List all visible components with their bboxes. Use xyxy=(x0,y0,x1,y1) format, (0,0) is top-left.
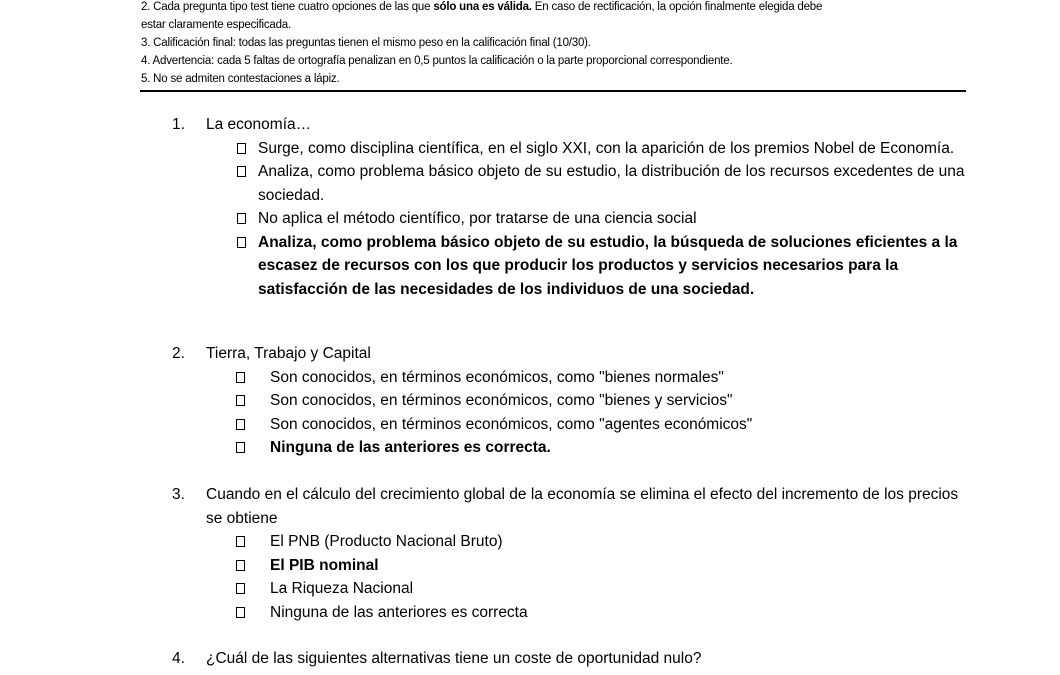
header-divider xyxy=(140,90,966,92)
option-3a[interactable] xyxy=(0,530,960,554)
checkbox-icon[interactable] xyxy=(237,143,246,154)
question-number: 1. xyxy=(172,116,185,133)
checkbox-icon[interactable] xyxy=(236,395,245,406)
question-text: ¿Cuál de las siguientes alternativas tiene un coste de oportunidad nulo? xyxy=(206,650,702,667)
checkbox-icon[interactable] xyxy=(237,166,246,177)
checkbox-icon[interactable] xyxy=(236,607,245,618)
option-text: La Riqueza Nacional xyxy=(270,580,414,597)
option-3c[interactable] xyxy=(0,577,960,601)
instruction-emphasis: sólo una es válida. xyxy=(433,1,532,13)
checkbox-icon[interactable] xyxy=(236,536,245,547)
option-text: Analiza, como problema básico objeto de su estudio, la búsqueda de soluciones eficientes a la escasez de recursos con los que producir los productos y servicios necesarios para la satisfacción de las necesidades de los individuos de una sociedad. xyxy=(258,233,958,298)
instruction-4: 4. Advertencia: cada 5 faltas de ortografía penalizan en 0,5 puntos la calificación o la parte proporcional correspondiente. xyxy=(141,55,733,67)
checkbox-icon[interactable] xyxy=(236,372,245,383)
option-2c[interactable] xyxy=(0,413,960,437)
question-2 xyxy=(0,342,1060,460)
option-1c[interactable] xyxy=(0,207,968,231)
option-text: Ninguna de las anteriores es correcta xyxy=(270,603,528,621)
question-text: La economía… xyxy=(206,116,312,133)
option-text: Son conocidos, en términos económicos, como "agentes económicos" xyxy=(270,415,753,433)
question-text: Cuando en el cálculo del crecimiento global de la economía se elimina el efecto del incremento de los precios se obtiene xyxy=(206,486,959,527)
option-text: No aplica el método científico, por tratarse de una ciencia social xyxy=(258,210,697,227)
option-1b[interactable] xyxy=(0,160,968,207)
question-number: 3. xyxy=(172,486,185,503)
checkbox-icon[interactable] xyxy=(237,237,246,248)
option-text: Ninguna de las anteriores es correcta. xyxy=(270,439,551,456)
option-2a[interactable] xyxy=(0,366,960,390)
question-number: 4. xyxy=(172,650,185,667)
question-number: 2. xyxy=(172,345,185,362)
checkbox-icon[interactable] xyxy=(236,442,245,453)
option-2d[interactable] xyxy=(0,436,960,460)
option-1d[interactable] xyxy=(0,231,968,302)
checkbox-icon[interactable] xyxy=(236,560,245,571)
option-3b[interactable] xyxy=(0,554,960,578)
instruction-2-continued: estar claramente especificada. xyxy=(141,19,291,31)
checkbox-icon[interactable] xyxy=(236,583,245,594)
option-text: El PNB (Producto Nacional Bruto) xyxy=(270,533,503,550)
exam-instructions xyxy=(141,0,966,88)
question-1 xyxy=(0,113,1060,301)
option-text: Son conocidos, en términos económicos, como "bienes normales" xyxy=(270,368,724,386)
option-2b[interactable] xyxy=(0,389,960,413)
option-text: Surge, como disciplina científica, en el siglo XXI, con la aparición de los premios Nobel de Economía. xyxy=(258,139,955,157)
option-3d[interactable] xyxy=(0,601,960,625)
question-4 xyxy=(0,647,1060,671)
question-3 xyxy=(0,483,1060,624)
checkbox-icon[interactable] xyxy=(236,419,245,430)
option-text: El PIB nominal xyxy=(270,556,379,574)
option-text: Analiza, como problema básico objeto de su estudio, la distribución de los recursos excedentes de una sociedad. xyxy=(258,163,965,204)
option-1a[interactable] xyxy=(0,137,968,161)
option-text: Son conocidos, en términos económicos, como "bienes y servicios" xyxy=(270,392,733,409)
instruction-5: 5. No se admiten contestaciones a lápiz. xyxy=(141,73,340,85)
instruction-2: 2. Cada pregunta tipo test tiene cuatro opciones de las que sólo una es válida. En caso de rectificación, la opción finalmente elegida debe xyxy=(141,1,823,13)
checkbox-icon[interactable] xyxy=(237,213,246,224)
question-text: Tierra, Trabajo y Capital xyxy=(206,345,371,362)
instruction-3: 3. Calificación final: todas las preguntas tienen el mismo peso en la calificación final (10/30). xyxy=(141,37,591,49)
